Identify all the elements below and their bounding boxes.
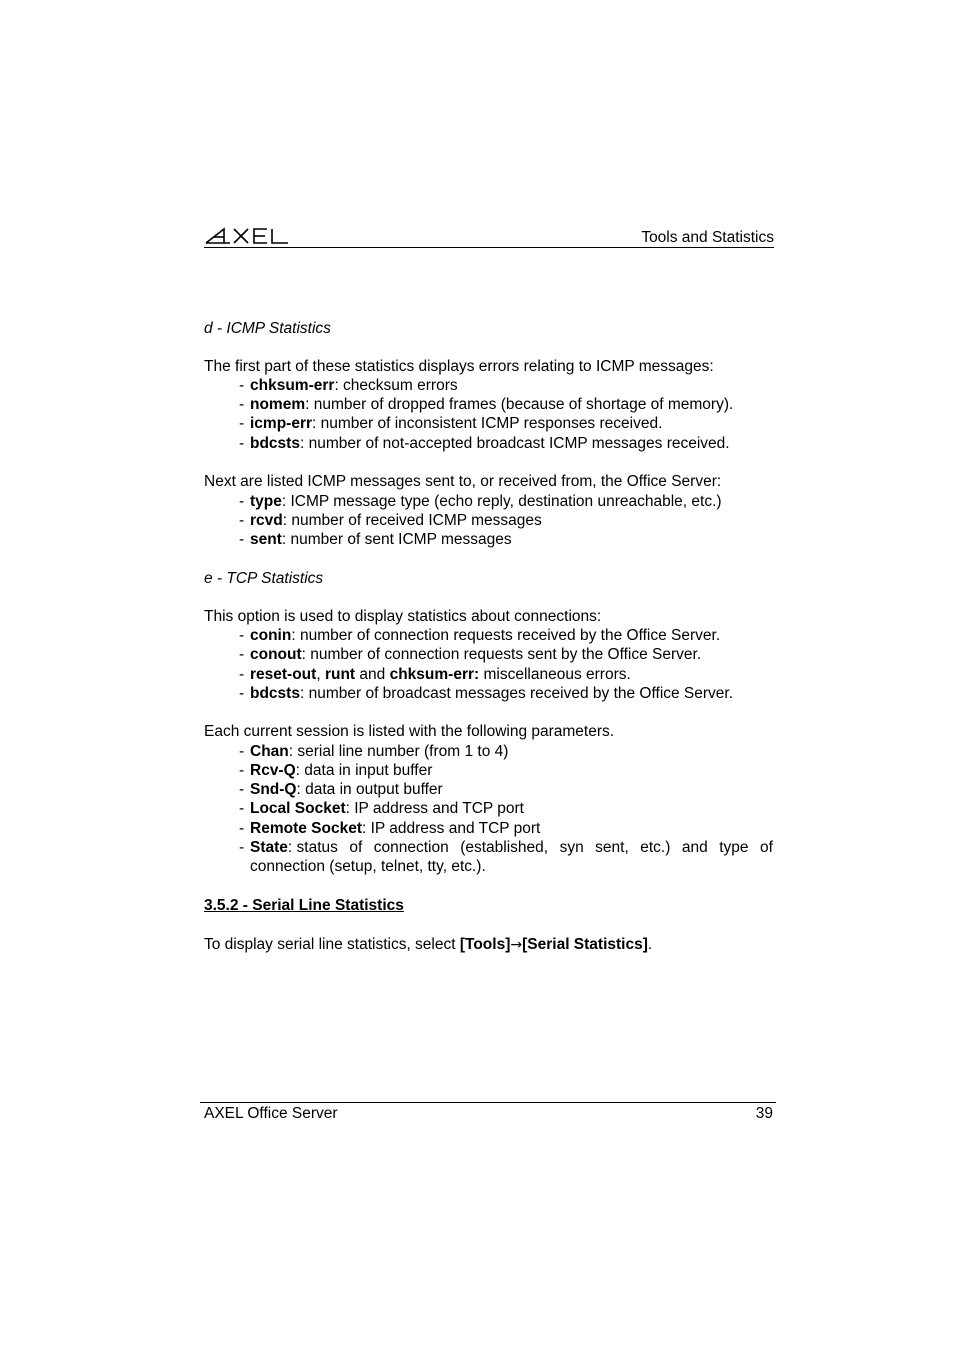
list-item: - sent: number of sent ICMP messages <box>239 531 512 548</box>
icmp-heading: d - ICMP Statistics <box>204 320 331 337</box>
word: and <box>681 839 708 856</box>
definition: : data in input buffer <box>295 762 433 779</box>
instruction-text: To display serial line statistics, select <box>204 936 460 953</box>
definition: : number of inconsistent ICMP responses received. <box>312 415 663 432</box>
word: type <box>719 839 749 856</box>
term: chksum-err: <box>389 666 480 683</box>
icmp-messages-intro: Next are listed ICMP messages sent to, or received from, the Office Server: <box>204 473 722 490</box>
list-item: - chksum-err: checksum errors <box>239 377 458 394</box>
state-first-line <box>239 838 773 857</box>
definition: : IP address and TCP port <box>345 800 524 817</box>
definition: : number of dropped frames (because of shortage of memory). <box>305 396 734 413</box>
term: conout <box>250 646 302 663</box>
menu-path-tools: [Tools] <box>459 936 511 953</box>
term: chksum-err <box>250 377 335 394</box>
list-item-state <box>239 838 773 876</box>
icmp-intro: The first part of these statistics displays errors relating to ICMP messages: <box>204 358 714 375</box>
list-item: - bdcsts: number of broadcast messages received by the Office Server. <box>239 685 734 702</box>
definition: : IP address and TCP port <box>361 820 541 837</box>
list-item: - rcvd: number of received ICMP messages <box>239 512 542 529</box>
tcp-heading: e - TCP Statistics <box>204 570 324 587</box>
list-item: - bdcsts: number of not-accepted broadcast ICMP messages received. <box>239 435 730 452</box>
tcp-intro: This option is used to display statistics about connections: <box>204 608 602 625</box>
term: Rcv-Q <box>250 762 296 779</box>
word: of <box>759 839 773 856</box>
term: reset-out <box>250 666 317 683</box>
list-item: - reset-out, runt and chksum-err: miscellaneous errors. <box>239 666 631 683</box>
list-item: - icmp-err: number of inconsistent ICMP responses received. <box>239 415 663 432</box>
term: conin <box>250 627 292 644</box>
word: etc.) <box>640 839 671 856</box>
serial-instruction <box>204 935 652 955</box>
definition: : number of broadcast messages received by the Office Server. <box>299 685 734 702</box>
menu-path-serial-statistics: [Serial Statistics] <box>522 936 648 953</box>
state-continuation: connection (setup, telnet, tty, etc.). <box>250 858 486 875</box>
list-item: - conout: number of connection requests sent by the Office Server. <box>239 646 702 663</box>
serial-heading: 3.5.2 - Serial Line Statistics <box>204 897 404 914</box>
definition: : number of received ICMP messages <box>282 512 542 529</box>
page-header <box>204 225 774 248</box>
list-item: - Local Socket: IP address and TCP port <box>239 800 524 817</box>
list-item: - Snd-Q: data in output buffer <box>239 781 443 798</box>
term: nomem <box>250 396 306 413</box>
arrow-icon: → <box>510 937 523 953</box>
separator: and <box>355 666 390 683</box>
term: icmp-err <box>250 415 313 432</box>
list-item: - conin: number of connection requests received by the Office Server. <box>239 627 721 644</box>
term: sent <box>250 531 282 548</box>
definition: miscellaneous errors. <box>479 666 631 683</box>
separator: , <box>316 666 325 683</box>
term: Snd-Q <box>250 781 297 798</box>
term: rcvd <box>250 512 283 529</box>
list-item: - Remote Socket: IP address and TCP port <box>239 820 541 837</box>
header-section-title: Tools and Statistics <box>641 229 774 246</box>
definition: : data in output buffer <box>296 781 443 798</box>
list-item: - Chan: serial line number (from 1 to 4) <box>239 743 509 760</box>
definition: : number of sent ICMP messages <box>281 531 512 548</box>
list-item: - nomem: number of dropped frames (because of shortage of memory). <box>239 396 734 413</box>
footer-product-name: AXEL Office Server <box>204 1105 338 1122</box>
axel-logo <box>204 226 290 246</box>
list-item: - type: ICMP message type (echo reply, destination unreachable, etc.) <box>239 493 722 510</box>
word: sent, <box>595 839 629 856</box>
session-intro: Each current session is listed with the following parameters. <box>204 723 615 740</box>
term: bdcsts <box>250 435 300 452</box>
term: Remote Socket <box>250 820 362 837</box>
word: of <box>349 839 363 856</box>
term: Chan <box>250 743 289 760</box>
page-number: 39 <box>755 1105 773 1122</box>
term: runt <box>324 666 356 683</box>
definition: : number of not-accepted broadcast ICMP messages received. <box>299 435 730 452</box>
definition: : ICMP message type (echo reply, destination unreachable, etc.) <box>281 493 722 510</box>
definition: : checksum errors <box>334 377 458 394</box>
term: Local Socket <box>250 800 346 817</box>
page-footer <box>200 1102 776 1127</box>
term: bdcsts <box>250 685 300 702</box>
instruction-end: . <box>647 936 653 953</box>
term: State <box>250 839 288 856</box>
word: (established, <box>460 839 549 856</box>
definition: : serial line number (from 1 to 4) <box>288 743 509 760</box>
word: : status <box>287 839 338 856</box>
term: type <box>250 493 282 510</box>
word: connection <box>373 839 449 856</box>
definition: : number of connection requests sent by the Office Server. <box>301 646 702 663</box>
list-item: - Rcv-Q: data in input buffer <box>239 762 433 779</box>
word: syn <box>559 839 584 856</box>
state-term-group: - State: status <box>239 839 338 856</box>
definition: : number of connection requests received by the Office Server. <box>291 627 721 644</box>
